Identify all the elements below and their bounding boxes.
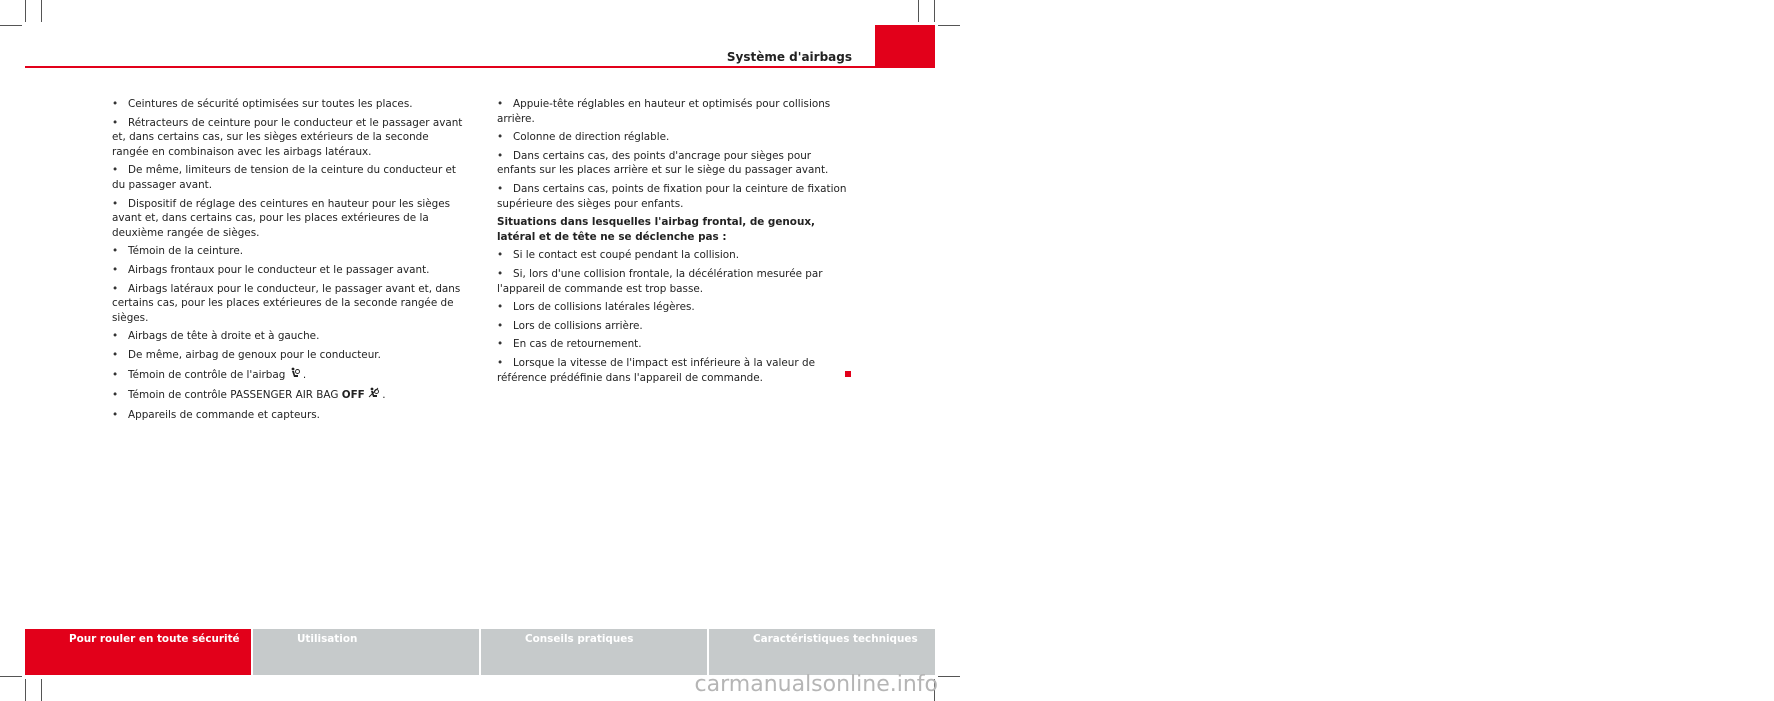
footer-tab-bar [25,629,935,675]
page-number-tab [875,25,1774,68]
crop-mark [918,0,919,22]
list-item: • Dans certains cas, des points d'ancrage pour sièges pour enfants sur les places arrière et sur le siège du passager avant. [497,149,829,177]
crop-mark [938,25,960,26]
list-item: • Si, lors d'une collision frontale, la décélération mesurée par l'appareil de commande est trop basse. [497,267,823,295]
list-item: • De même, limiteurs de tension de la ceinture du conducteur et du passager avant. [112,164,456,191]
list-item: • Appareils de commande et capteurs. [112,408,320,421]
crop-mark [41,679,42,701]
airbag-warning-icon [289,370,303,381]
tab-pour-rouler-en-toute-securite[interactable]: Pour rouler en toute sécurité [25,629,253,675]
tab-conseils-pratiques[interactable]: Conseils pratiques [481,629,709,675]
list-item: • Dans certains cas, points de fixation pour la ceinture de fixation supérieure des sièges pour enfants. [497,182,847,210]
crop-mark [25,0,26,22]
crop-mark [41,0,42,22]
crop-mark [938,676,960,677]
list-item: • Dispositif de réglage des ceintures en hauteur pour les sièges avant et, dans certains cas, pour les places extérieures de la deuxième rangée de sièges. [112,197,451,239]
list-item: • Rétracteurs de ceinture pour le conducteur et le passager avant et, dans certains cas, sur les sièges extérieurs de la seconde rangée en combinaison avec les airbags latéraux. [112,116,463,158]
section-title: Système d'airbags [726,50,852,64]
list-item: • Témoin de contrôle PASSENGER AIR BAG OFF . [112,389,386,402]
list-item: • Airbags frontaux pour le conducteur et le passager avant. [112,263,430,276]
section-heading: Situations dans lesquelles l'airbag frontal, de genoux, latéral et de tête ne se déclenche pas : [497,216,815,243]
end-of-section-marker [845,371,851,377]
crop-mark [0,25,22,26]
header-rule [25,66,935,68]
left-column [112,97,464,426]
list-item: • Appuie-tête réglables en hauteur et optimisés pour collisions arrière. [497,98,831,125]
list-item: • De même, airbag de genoux pour le conducteur. [112,348,381,361]
page-number: 35 [1757,50,1774,64]
list-item: • Lorsque la vitesse de l'impact est inférieure à la valeur de référence prédéfinie dans l'appareil de commande. [497,356,849,385]
crop-mark [0,676,22,677]
list-item: • Si le contact est coupé pendant la collision. [497,249,740,262]
airbag-off-icon [368,390,382,401]
off-label: OFF [341,389,365,402]
tab-utilisation[interactable]: Utilisation [253,629,481,675]
list-item: • Lors de collisions arrière. [497,319,643,332]
crop-mark [934,0,935,22]
right-column [497,97,849,389]
list-item: • Airbags de tête à droite et à gauche. [112,330,320,343]
list-item: • En cas de retournement. [497,338,642,351]
list-item: • Ceintures de sécurité optimisées sur toutes les places. [112,98,413,110]
list-item: • Témoin de contrôle de l'airbag . [112,368,307,381]
crop-mark [25,679,26,701]
list-item: • Airbags latéraux pour le conducteur, le passager avant et, dans certains cas, pour les places extérieures de la seconde rangée de sièges. [112,282,461,324]
list-item: • Témoin de la ceinture. [112,245,244,258]
list-item: • Lors de collisions latérales légères. [497,301,695,314]
watermark: carmanualsonline.info [694,672,938,697]
tab-caracteristiques-techniques[interactable]: Caractéristiques techniques [709,629,935,675]
list-item: • Colonne de direction réglable. [497,131,670,144]
